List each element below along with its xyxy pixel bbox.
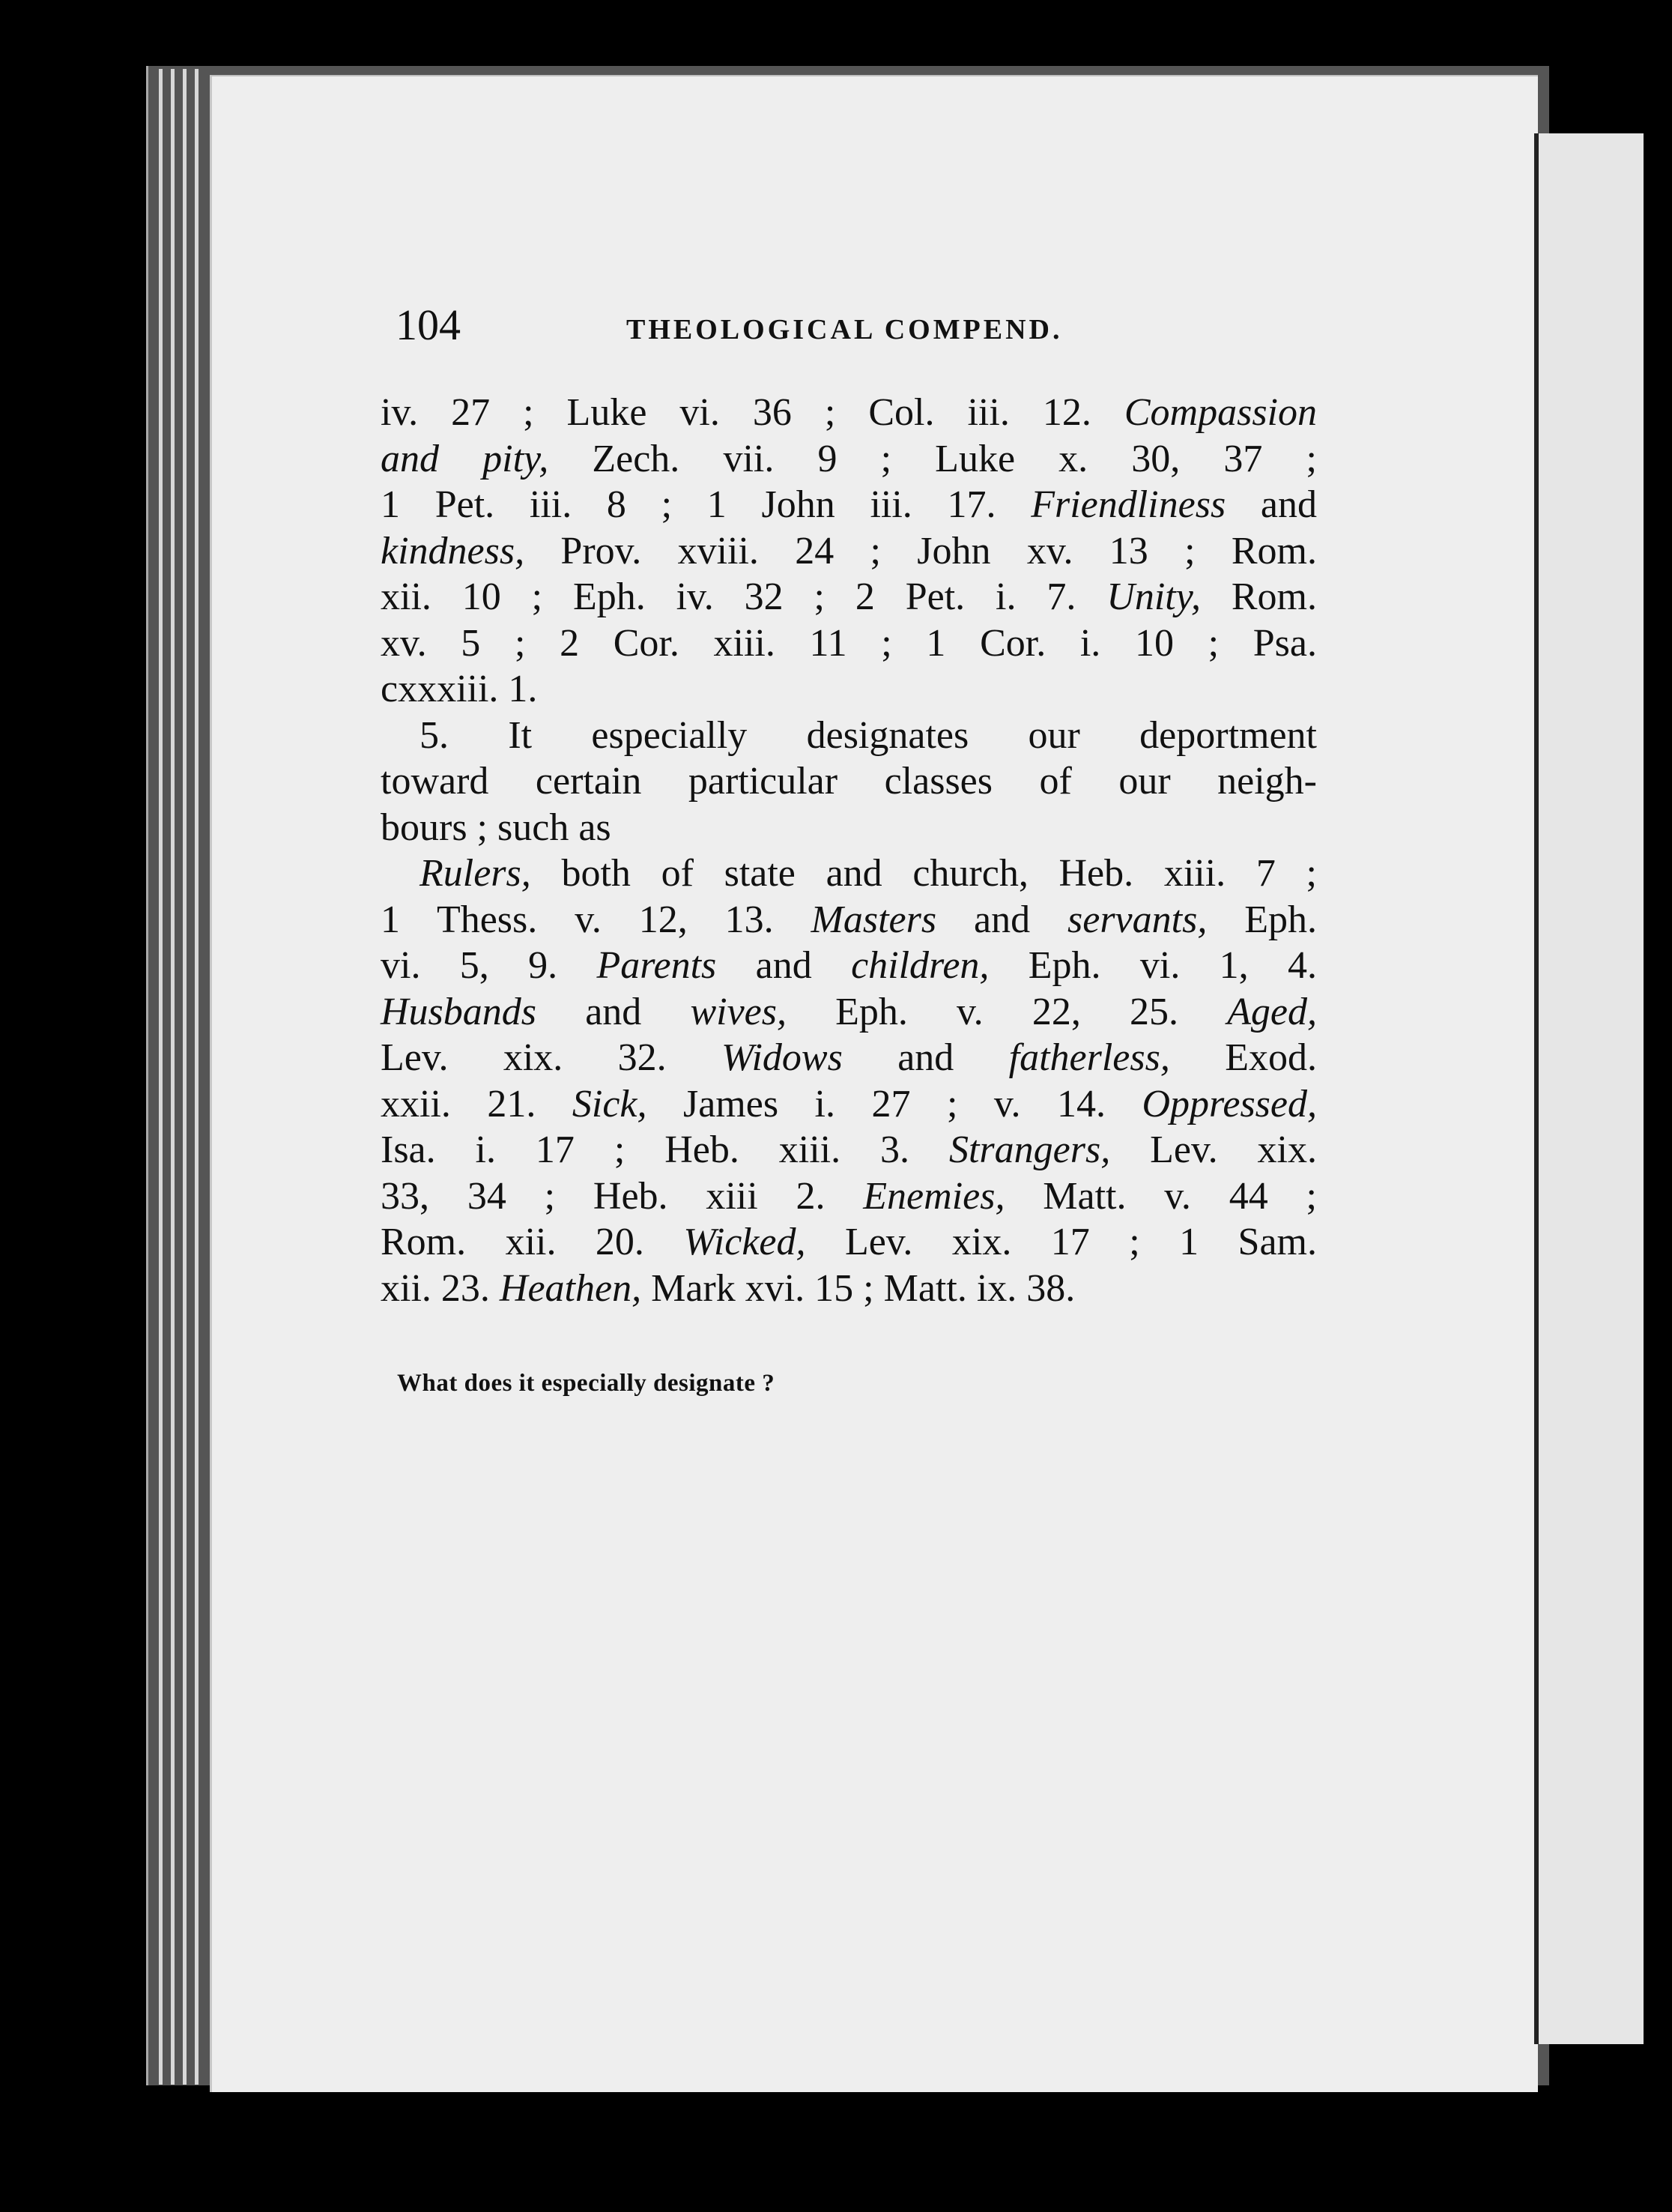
text-run: 33, 34 ; Heb. xiii 2. — [381, 1174, 864, 1218]
text-run: Eph. vi. 1, 4. — [989, 944, 1317, 987]
italic-term: Masters — [811, 898, 937, 941]
text-run: Eph. v. 22, 25. — [786, 990, 1228, 1033]
text-run: 5. It especially designates our deportment — [419, 713, 1317, 757]
text-run: xii. 10 ; Eph. iv. 32 ; 2 Pet. i. 7. — [381, 575, 1107, 618]
text-line — [381, 666, 1317, 713]
page-edge — [195, 69, 199, 2085]
text-run: Matt. v. 44 ; — [1005, 1174, 1317, 1218]
text-run: Isa. i. 17 ; Heb. xiii. 3. — [381, 1128, 949, 1171]
text-line — [381, 1266, 1317, 1312]
italic-term: Strangers, — [948, 1128, 1111, 1171]
text-run: Rom. xii. 20. — [381, 1221, 684, 1263]
text-line — [381, 390, 1317, 436]
text-run: and — [936, 898, 1067, 941]
text-run: Lev. xix. 32. — [381, 1036, 721, 1079]
text-run: Mark xvi. 15 ; Matt. ix. 38. — [641, 1266, 1076, 1310]
text-run: xv. 5 ; 2 Cor. xiii. 11 ; 1 Cor. i. 10 ; Psa. — [381, 621, 1317, 665]
text-run: xii. 23. — [381, 1266, 500, 1310]
text-run: cxxxiii. 1. — [381, 668, 538, 710]
text-line — [381, 805, 1317, 851]
running-head: THEOLOGICAL COMPEND. — [626, 314, 1063, 345]
text-line — [381, 758, 1317, 805]
text-line — [381, 1173, 1317, 1220]
text-run: bours ; such as — [381, 806, 611, 849]
italic-term: Heathen, — [499, 1266, 642, 1310]
text-line — [381, 850, 1317, 897]
italic-term: wives, — [690, 990, 787, 1033]
italic-term: Aged, — [1227, 990, 1317, 1033]
text-run: 1 Pet. iii. 8 ; 1 John iii. 17. — [381, 483, 1032, 526]
italic-term: Compassion — [1124, 391, 1317, 434]
text-run: and — [1226, 483, 1317, 526]
review-question: What does it especially designate ? — [397, 1370, 775, 1397]
text-line — [381, 1081, 1317, 1128]
text-run: and — [536, 990, 691, 1033]
text-run: Eph. — [1207, 898, 1317, 941]
italic-term: Parents — [596, 944, 717, 987]
italic-term: kindness, — [381, 529, 525, 572]
italic-term: children, — [851, 944, 990, 987]
text-line — [381, 1219, 1317, 1266]
text-run: Lev. xix. 17 ; 1 Sam. — [805, 1221, 1318, 1263]
body-text — [381, 390, 1317, 1311]
italic-term: Unity, — [1106, 575, 1201, 618]
text-run: Exod. — [1169, 1036, 1317, 1079]
text-run: iv. 27 ; Luke vi. 36 ; Col. iii. 12. — [381, 391, 1124, 434]
page-number: 104 — [396, 300, 461, 349]
page-edge — [183, 69, 187, 2085]
italic-term: Rulers, — [419, 852, 531, 895]
text-run: xxii. 21. — [381, 1082, 572, 1125]
italic-term: Wicked, — [683, 1221, 806, 1263]
text-run: toward certain particular classes of our neigh- — [381, 760, 1317, 803]
facing-page — [1534, 133, 1644, 2044]
text-run: 1 Thess. v. 12, 13. — [381, 898, 811, 941]
italic-term: fatherless, — [1008, 1036, 1170, 1079]
text-run: James i. 27 ; v. 14. — [646, 1082, 1142, 1125]
page-edge — [171, 69, 175, 2085]
text-run: both of state and church, Heb. xiii. 7 ; — [530, 852, 1317, 895]
text-line — [381, 574, 1317, 620]
text-line — [381, 989, 1317, 1036]
text-line — [381, 620, 1317, 667]
text-line — [381, 482, 1317, 528]
text-run: Zech. vii. 9 ; Luke x. 30, 37 ; — [548, 437, 1318, 480]
page-header — [396, 300, 1324, 352]
italic-term: servants, — [1067, 898, 1208, 941]
italic-term: Widows — [721, 1036, 843, 1079]
page-edge — [159, 69, 163, 2085]
italic-term: Friendliness — [1031, 483, 1226, 526]
text-line — [381, 1035, 1317, 1081]
text-run: Prov. xviii. 24 ; John xv. 13 ; Rom. — [524, 529, 1317, 572]
italic-term: Sick, — [572, 1082, 647, 1125]
text-run: and — [716, 944, 852, 987]
italic-term: and pity, — [381, 437, 549, 480]
text-line — [381, 1127, 1317, 1173]
text-run: Rom. — [1200, 575, 1317, 618]
text-run: and — [842, 1036, 1009, 1079]
text-line — [381, 436, 1317, 483]
text-line — [381, 528, 1317, 575]
italic-term: Husbands — [381, 990, 537, 1033]
italic-term: Oppressed, — [1142, 1082, 1317, 1125]
text-run: vi. 5, 9. — [381, 944, 597, 987]
text-line — [381, 897, 1317, 943]
text-line — [381, 943, 1317, 989]
italic-term: Enemies, — [863, 1174, 1005, 1218]
text-run: Lev. xix. — [1110, 1128, 1317, 1171]
text-line — [381, 713, 1317, 759]
